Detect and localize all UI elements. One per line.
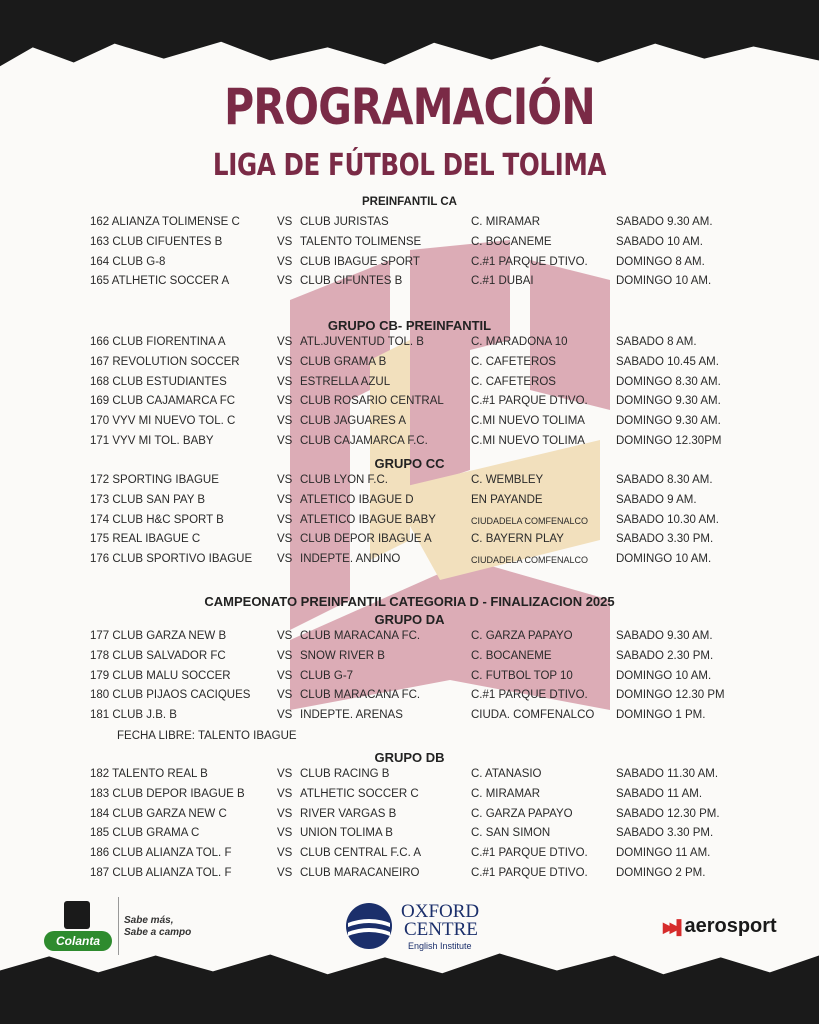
match-row: [0, 395, 819, 413]
match-venue: C. SAN SIMON: [471, 827, 551, 840]
match-row: [0, 275, 819, 293]
match-venue: C.#1 DUBAI: [471, 275, 534, 288]
colanta-slogan: [124, 915, 191, 939]
match-venue: C.MI NUEVO TOLIMA: [471, 415, 585, 428]
match-venue: C.#1 PARQUE DTIVO.: [471, 395, 588, 408]
match-opponent: CLUB MARACANA FC.: [300, 689, 421, 702]
match-vs: VS: [277, 630, 293, 642]
match-team: 171 VYV MI TOL. BABY: [90, 435, 214, 447]
match-vs: VS: [277, 275, 293, 288]
match-venue: C. BAYERN PLAY: [471, 533, 564, 546]
match-team: 172 SPORTING IBAGUE: [90, 474, 219, 486]
match-opponent: RIVER VARGAS B: [300, 807, 397, 820]
match-time: SABADO 9.30 AM.: [616, 630, 713, 642]
match-vs: VS: [277, 375, 293, 388]
match-team: 169 CLUB CAJAMARCA FC: [90, 395, 236, 408]
match-venue: C. MIRAMAR: [471, 216, 540, 228]
match-team: 173 CLUB SAN PAY B: [90, 493, 206, 506]
match-venue: CIUDADELA COMFENALCO: [471, 515, 589, 526]
match-venue: C. FUTBOL TOP 10: [471, 669, 573, 682]
sponsors-footer: [0, 895, 819, 965]
match-row: [0, 808, 819, 826]
match-vs: VS: [277, 235, 293, 248]
match-vs: VS: [277, 493, 293, 506]
match-row: [0, 553, 819, 571]
group-heading: GRUPO DA: [374, 612, 445, 627]
bye-note: FECHA LIBRE: TALENTO IBAGUE: [117, 730, 297, 742]
match-time: SABADO 10.30 AM.: [616, 513, 719, 526]
match-time: SABADO 9 AM.: [616, 493, 697, 506]
match-row: [0, 827, 819, 845]
match-venue: C. BOCANEME: [471, 649, 552, 662]
match-time: SABADO 8 AM.: [616, 336, 697, 348]
match-row: [0, 709, 819, 727]
slogan-line-2: Sabe a campo: [124, 927, 192, 938]
match-venue: C. BOCANEME: [471, 235, 552, 248]
match-row: [0, 788, 819, 806]
match-row: [0, 236, 819, 254]
match-opponent: INDEPTE. ARENAS: [300, 709, 403, 722]
match-opponent: CLUB LYON F.C.: [300, 474, 388, 486]
match-time: SABADO 11.30 AM.: [616, 768, 719, 780]
match-opponent: CLUB DEPOR IBAGUE A: [300, 533, 432, 546]
match-opponent: CLUB CENTRAL F.C. A: [300, 847, 421, 860]
page-subtitle: LIGA DE FÚTBOL DEL TOLIMA: [212, 148, 607, 183]
oxford-line-3: English Institute: [408, 941, 472, 951]
match-time: SABADO 3.30 PM.: [616, 533, 714, 546]
match-venue: EN PAYANDE: [471, 493, 543, 506]
match-vs: VS: [277, 415, 293, 428]
slogan-line-1: Sabe más,: [124, 915, 174, 926]
match-opponent: ATLETICO IBAGUE D: [300, 493, 414, 506]
match-opponent: ESTRELLA AZUL: [300, 375, 391, 388]
match-vs: VS: [277, 216, 293, 228]
match-vs: VS: [277, 689, 293, 702]
match-venue: C.#1 PARQUE DTIVO.: [471, 255, 588, 268]
match-time: SABADO 8.30 AM.: [616, 474, 713, 486]
match-opponent: TALENTO TOLIMENSE: [300, 235, 422, 248]
match-team: 183 CLUB DEPOR IBAGUE B: [90, 787, 245, 800]
match-vs: VS: [277, 827, 293, 840]
match-opponent: CLUB MARACANEIRO: [300, 867, 420, 879]
match-team: 175 REAL IBAGUE C: [90, 533, 201, 546]
match-vs: VS: [277, 709, 293, 722]
match-vs: VS: [277, 669, 293, 682]
sponsor-divider: [118, 897, 119, 955]
group-heading: GRUPO CC: [374, 456, 445, 471]
match-time: DOMINGO 9.30 AM.: [616, 415, 721, 428]
match-vs: VS: [277, 807, 293, 820]
match-venue: C. ATANASIO: [471, 768, 542, 780]
match-row: [0, 474, 819, 492]
group-heading: CAMPEONATO PREINFANTIL CATEGORIA D - FINALIZACION 2025: [204, 594, 615, 609]
match-opponent: CLUB ROSARIO CENTRAL: [300, 395, 444, 408]
colanta-logo-text: Colanta: [44, 931, 112, 951]
match-time: DOMINGO 8.30 AM.: [616, 375, 721, 388]
group-heading: GRUPO CB- PREINFANTIL: [327, 318, 492, 333]
match-time: DOMINGO 10 AM.: [616, 275, 712, 288]
match-opponent: CLUB GRAMA B: [300, 355, 387, 368]
match-time: SABADO 10.45 AM.: [616, 355, 719, 368]
match-venue: C. WEMBLEY: [471, 474, 544, 486]
match-vs: VS: [277, 847, 293, 860]
match-venue: C. MIRAMAR: [471, 787, 540, 800]
colanta-logo: [44, 901, 114, 953]
match-opponent: INDEPTE. ANDINO: [300, 553, 401, 566]
match-time: DOMINGO 12.30PM: [616, 435, 722, 447]
match-venue: C. CAFETEROS: [471, 355, 556, 368]
match-time: SABADO 3.30 PM.: [616, 827, 714, 840]
match-team: 180 CLUB PIJAOS CACIQUES: [90, 689, 251, 702]
match-opponent: CLUB JAGUARES A: [300, 415, 407, 428]
cow-icon: [64, 901, 90, 929]
match-time: DOMINGO 12.30 PM: [616, 689, 725, 702]
match-team: 165 ATLHETIC SOCCER A: [90, 275, 230, 288]
globe-icon: [344, 901, 394, 951]
match-venue: C. CAFETEROS: [471, 375, 556, 388]
match-venue: C. MARADONA 10: [471, 336, 568, 348]
match-time: DOMINGO 9.30 AM.: [616, 395, 721, 408]
match-row: [0, 415, 819, 433]
oxford-line-2: CENTRE: [404, 919, 478, 940]
match-venue: C.#1 PARQUE DTIVO.: [471, 867, 588, 879]
match-team: 163 CLUB CIFUENTES B: [90, 235, 223, 248]
match-team: 166 CLUB FIORENTINA A: [90, 336, 226, 348]
fast-forward-icon: ▶▶▌: [663, 919, 683, 935]
match-time: SABADO 11 AM.: [616, 787, 703, 800]
match-row: [0, 514, 819, 532]
match-vs: VS: [277, 513, 293, 526]
match-vs: VS: [277, 395, 293, 408]
match-vs: VS: [277, 768, 293, 780]
match-time: DOMINGO 2 PM.: [616, 867, 706, 879]
match-team: 168 CLUB ESTUDIANTES: [90, 375, 227, 388]
match-venue: C.MI NUEVO TOLIMA: [471, 435, 585, 447]
match-row: [0, 630, 819, 648]
match-team: 174 CLUB H&C SPORT B: [90, 513, 224, 526]
match-opponent: CLUB CIFUNTES B: [300, 275, 403, 288]
match-vs: VS: [277, 474, 293, 486]
match-vs: VS: [277, 336, 293, 348]
match-opponent: CLUB RACING B: [300, 768, 390, 780]
match-team: 182 TALENTO REAL B: [90, 768, 208, 780]
match-row: [0, 376, 819, 394]
page-title: PROGRAMACIÓN: [224, 78, 595, 136]
match-opponent: CLUB CAJAMARCA F.C.: [300, 435, 428, 447]
match-team: 184 CLUB GARZA NEW C: [90, 807, 227, 820]
match-time: SABADO 12.30 PM.: [616, 807, 720, 820]
match-opponent: ATLHETIC SOCCER C: [300, 787, 419, 800]
match-team: 181 CLUB J.B. B: [90, 709, 177, 722]
match-team: 162 ALIANZA TOLIMENSE C: [90, 216, 240, 228]
match-team: 187 CLUB ALIANZA TOL. F: [90, 867, 232, 879]
match-opponent: CLUB MARACANA FC.: [300, 630, 421, 642]
oxford-centre-logo: [344, 901, 504, 961]
match-team: 186 CLUB ALIANZA TOL. F: [90, 847, 232, 860]
aerosport-name: aerosport: [684, 915, 777, 937]
match-opponent: CLUB JURISTAS: [300, 216, 389, 228]
match-time: DOMINGO 8 AM.: [616, 255, 705, 268]
match-row: [0, 533, 819, 551]
match-vs: VS: [277, 533, 293, 546]
match-venue: CIUDADELA COMFENALCO: [471, 555, 589, 566]
match-opponent: UNION TOLIMA B: [300, 827, 393, 840]
match-team: 185 CLUB GRAMA C: [90, 827, 200, 840]
match-row: [0, 435, 819, 453]
match-venue: C.#1 PARQUE DTIVO.: [471, 689, 588, 702]
match-row: [0, 689, 819, 707]
match-time: DOMINGO 10 AM.: [616, 553, 712, 566]
match-vs: VS: [277, 255, 293, 268]
match-row: [0, 494, 819, 512]
match-row: [0, 768, 819, 786]
match-vs: VS: [277, 649, 293, 662]
match-venue: C. GARZA PAPAYO: [471, 630, 573, 642]
group-heading: GRUPO DB: [374, 750, 445, 765]
match-opponent: ATL.JUVENTUD TOL. B: [300, 336, 424, 348]
match-time: SABADO 10 AM.: [616, 235, 703, 248]
match-opponent: SNOW RIVER B: [300, 649, 385, 662]
match-row: [0, 650, 819, 668]
match-team: 179 CLUB MALU SOCCER: [90, 669, 231, 682]
match-row: [0, 216, 819, 234]
oxford-line-1: OXFORD: [401, 901, 480, 922]
match-opponent: CLUB IBAGUE SPORT: [300, 255, 420, 268]
match-opponent: CLUB G-7: [300, 669, 354, 682]
group-heading: PREINFANTIL CA: [362, 196, 457, 208]
match-time: DOMINGO 11 AM.: [616, 847, 711, 860]
match-opponent: ATLETICO IBAGUE BABY: [300, 513, 436, 526]
match-time: SABADO 2.30 PM.: [616, 649, 714, 662]
match-venue: CIUDA. COMFENALCO: [471, 709, 595, 722]
match-team: 177 CLUB GARZA NEW B: [90, 630, 227, 642]
match-time: SABADO 9.30 AM.: [616, 216, 713, 228]
match-row: [0, 336, 819, 354]
match-row: [0, 670, 819, 688]
match-row: [0, 356, 819, 374]
match-team: 170 VYV MI NUEVO TOL. C: [90, 415, 236, 428]
match-venue: C. GARZA PAPAYO: [471, 807, 573, 820]
match-row: [0, 256, 819, 274]
match-vs: VS: [277, 787, 293, 800]
match-vs: VS: [277, 553, 293, 566]
match-team: 176 CLUB SPORTIVO IBAGUE: [90, 553, 253, 566]
match-time: DOMINGO 10 AM.: [616, 669, 712, 682]
match-team: 178 CLUB SALVADOR FC: [90, 649, 226, 662]
match-vs: VS: [277, 867, 293, 879]
match-team: 167 REVOLUTION SOCCER: [90, 355, 240, 368]
match-row: [0, 847, 819, 865]
match-team: 164 CLUB G-8: [90, 255, 166, 268]
aerosport-logo: [663, 915, 777, 938]
match-vs: VS: [277, 435, 293, 447]
match-venue: C.#1 PARQUE DTIVO.: [471, 847, 588, 860]
match-row: [0, 867, 819, 885]
match-time: DOMINGO 1 PM.: [616, 709, 706, 722]
match-vs: VS: [277, 355, 293, 368]
